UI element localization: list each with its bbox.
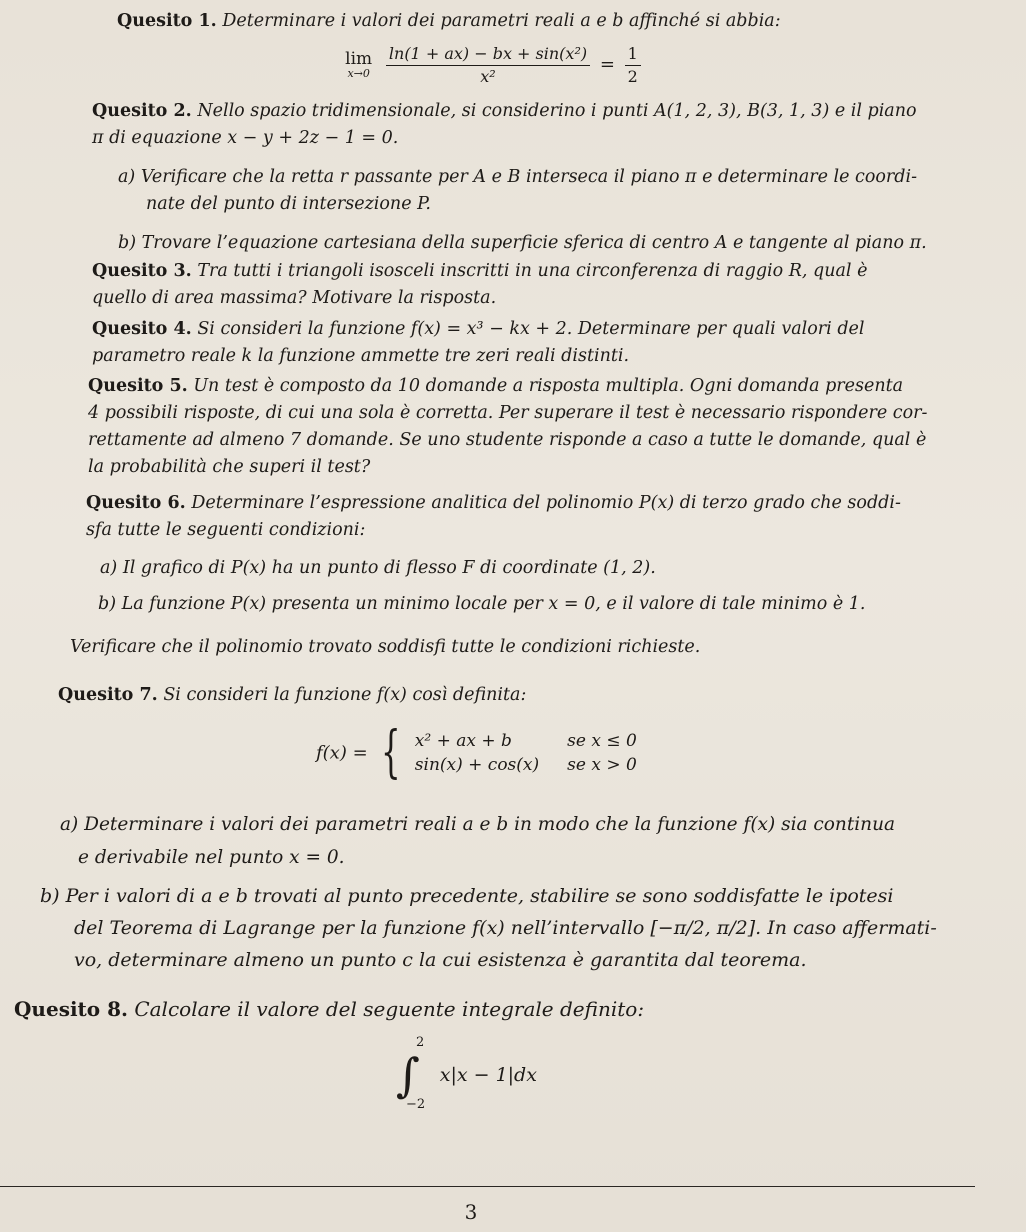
integral-lower-limit: −2: [406, 1097, 426, 1112]
quesito-8-text: Calcolare il valore del seguente integrale definito:: [134, 997, 645, 1021]
integral-upper-limit: 2: [416, 1035, 425, 1050]
quesito-8: [14, 994, 994, 1024]
quesito-4-text-1: Si consideri la funzione f(x) = x³ − kx + 2. Determinare per quali valori del: [197, 319, 865, 339]
quesito-5-label: Quesito 5.: [88, 376, 188, 396]
limit-operator: [345, 50, 372, 80]
piecewise-cases: [415, 731, 637, 775]
quesito-2a-line-2: nate del punto di intersezione P.: [146, 194, 431, 214]
limit-denominator: x²: [480, 67, 496, 86]
quesito-7-label: Quesito 7.: [58, 685, 158, 705]
quesito-1-text: Determinare i valori dei parametri reali a e b affinché si abbia:: [222, 11, 781, 31]
quesito-7: [58, 682, 978, 709]
quesito-6-text-1: Determinare l’espressione analitica del polinomio P(x) di terzo grado che soddi-: [191, 493, 901, 513]
footer-divider: [0, 1186, 975, 1187]
quesito-3: [92, 258, 992, 312]
quesito-4-label: Quesito 4.: [92, 319, 192, 339]
quesito-6-line-2: sfa tutte le seguenti condizioni:: [86, 520, 366, 540]
quesito-2b-text: b) Trovare l’equazione cartesiana della superficie sferica di centro A e tangente al piano π.: [118, 233, 927, 253]
quesito-4: [92, 316, 992, 370]
quesito-2-text-1: Nello spazio tridimensionale, si considerino i punti A(1, 2, 3), B(3, 1, 3) e il piano: [197, 101, 917, 121]
equals-sign: =: [599, 54, 615, 75]
limit-word: lim: [345, 49, 373, 69]
quesito-2b: [118, 230, 1018, 257]
quesito-7-piecewise: [316, 720, 637, 785]
limit-subscript: x→0: [347, 67, 370, 80]
page-number: 3: [464, 1200, 478, 1224]
quesito-7b-line-1: b) Per i valori di a e b trovati al punto precedente, stabilire se sono soddisfatte le ipotesi: [40, 885, 894, 907]
quesito-3-label: Quesito 3.: [92, 261, 192, 281]
quesito-6-verify-text: Verificare che il polinomio trovato soddisfi tutte le condizioni richieste.: [70, 637, 701, 657]
quesito-2: [92, 98, 992, 152]
quesito-2-line-2: π di equazione x − y + 2z − 1 = 0.: [92, 128, 399, 148]
piecewise-lhs: f(x) =: [316, 742, 368, 764]
quesito-6b: [98, 591, 1008, 618]
quesito-5-line-1: [88, 373, 998, 400]
case-1-expr: x² + ax + b: [414, 731, 512, 751]
quesito-6-line-1: [86, 490, 996, 517]
case-1-cond: se x ≤ 0: [567, 731, 637, 751]
quesito-6: [86, 490, 996, 544]
rhs-denominator: 2: [627, 67, 638, 86]
quesito-6a-text: a) Il grafico di P(x) ha un punto di flesso F di coordinate (1, 2).: [100, 558, 656, 578]
piecewise-brace: {: [381, 720, 402, 785]
quesito-6-label: Quesito 6.: [86, 493, 186, 513]
quesito-6b-text: b) La funzione P(x) presenta un minimo locale per x = 0, e il valore di tale minimo è 1.: [98, 594, 866, 614]
quesito-7b-line-3: vo, determinare almeno un punto c la cui esistenza è garantita dal teorema.: [74, 949, 807, 971]
quesito-8-label: Quesito 8.: [14, 997, 128, 1021]
quesito-3-line-2: quello di area massima? Motivare la risposta.: [92, 288, 497, 308]
quesito-6-verify: [70, 634, 980, 661]
quesito-4-line-2: parametro reale k la funzione ammette tre zeri reali distinti.: [92, 346, 630, 366]
limit-numerator: ln(1 + ax) − bx + sin(x²): [386, 44, 590, 66]
integral-sign: ∫ 2 −2: [396, 1035, 426, 1112]
quesito-8-integral: [396, 1035, 537, 1112]
quesito-6a: [100, 555, 1000, 582]
quesito-1-label: Quesito 1.: [117, 11, 217, 31]
integrand: x|x − 1|dx: [439, 1064, 537, 1086]
quesito-5-line-2: 4 possibili risposte, di cui una sola è corretta. Per superare il test è necessario rispondere cor-: [88, 403, 928, 423]
quesito-2-line-1: [92, 98, 992, 125]
rhs-fraction: [625, 44, 641, 86]
quesito-7b: [40, 880, 1000, 976]
quesito-4-line-1: [92, 316, 992, 343]
quesito-7a-line-2: e derivabile nel punto x = 0.: [78, 847, 345, 868]
rhs-numerator: 1: [625, 44, 641, 66]
quesito-7-text: Si consideri la funzione f(x) così definita:: [163, 685, 527, 705]
quesito-3-text-1: Tra tutti i triangoli isosceli inscritti in una circonferenza di raggio R, qual è: [197, 261, 868, 281]
quesito-2a: [118, 164, 998, 218]
quesito-5: [88, 373, 998, 481]
quesito-5-line-3: rettamente ad almeno 7 domande. Se uno studente risponde a caso a tutte le domande, qual è: [88, 430, 927, 450]
limit-fraction: [386, 44, 590, 86]
quesito-3-line-1: [92, 258, 992, 285]
case-2-expr: sin(x) + cos(x): [414, 755, 540, 775]
quesito-1: [117, 8, 977, 35]
quesito-1-formula: [0, 44, 990, 86]
quesito-2-label: Quesito 2.: [92, 101, 192, 121]
quesito-5-line-4: la probabilità che superi il test?: [88, 457, 371, 477]
quesito-7a: [60, 808, 1000, 874]
quesito-7b-line-2: del Teorema di Lagrange per la funzione f(x) nell’intervallo [−π/2, π/2]. In caso affermati-: [74, 917, 937, 939]
quesito-2a-line-1: a) Verificare che la retta r passante per A e B interseca il piano π e determinare le coordi-: [118, 167, 918, 187]
quesito-5-text-1: Un test è composto da 10 domande a risposta multipla. Ogni domanda presenta: [193, 376, 904, 396]
case-2-cond: se x > 0: [567, 755, 637, 775]
quesito-7a-line-1: a) Determinare i valori dei parametri reali a e b in modo che la funzione f(x) sia continua: [60, 814, 896, 835]
